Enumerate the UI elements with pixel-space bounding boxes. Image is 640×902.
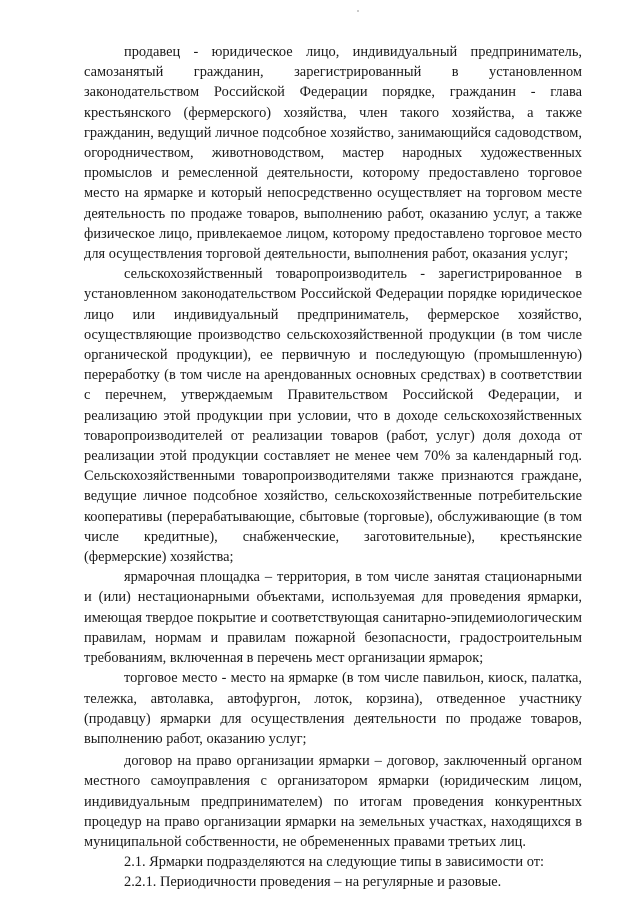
scan-speck bbox=[357, 10, 359, 12]
definition-fair-contract: договор на право организации ярмарки – договор, заключенный органом местного самоуправления с организатором ярмарки (юридическим лицом, индивидуальным предпринимателем) по итогам проведения конкурентных процедур на право организации ярмарки на земельных участках, находящихся в муниципальной собственности, не обремененных правами третьих лиц. bbox=[84, 753, 582, 850]
definition-seller: продавец - юридическое лицо, индивидуальный предприниматель, самозанятый гражданин, зарегистрированный в установленном законодательством Российской Федерации порядке, гражданин - глава крестьянского (фермерского) хозяйства, член такого хозяйства, а также гражданин, ведущий личное подсобное хозяйство, занимающийся садоводством, огородничеством, животноводством, мастер народных художественных промыслов и ремесленной деятельности, которому предоставлено торговое место на ярмарке и который непосредственно осуществляет на торговом месте деятельность по продаже товаров, выполнению работ, оказанию услуг, а также физическое лицо, привлекаемое лицом, которому предоставлено торговое место для осуществления торговой деятельности, выполнения работ, оказания услуг; bbox=[84, 44, 582, 263]
definition-agricultural-producer: сельскохозяйственный товаропроизводитель - зарегистрированное в установленном законодательством Российской Федерации порядке юридическое лицо или индивидуальный предприниматель, фермерское хозяйство, осуществляющие производство сельскохозяйственной продукции (в том числе органической продукции), ее первичную и последующую (промышленную) переработку (в том числе на арендованных основных средствах) в соответствии с перечнем, утверждаемым Правительством Российской Федерации, и реализацию этой продукции при условии, что в доходе сельскохозяйственных товаропроизводителей от реализации товаров (работ, услуг) доля дохода от реализации этой продукции составляет не менее чем 70% за календарный год. Сельскохозяйственными товаропроизводителями также признаются граждане, ведущие личное подсобное хозяйство, сельскохозяйственные потребительские кооперативы (перерабатывающие, сбытовые (торговые), обслуживающие (в том числе кредитные), снабженческие, заготовительные), крестьянские (фермерские) хозяйства; bbox=[84, 266, 582, 566]
section-2-1: 2.1. Ярмарки подразделяются на следующие типы в зависимости от: bbox=[124, 854, 545, 871]
definition-trading-place: торговое место - место на ярмарке (в том числе павильон, киоск, палатка, тележка, автолавка, автофургон, лоток, корзина), отведенное участнику (продавцу) ярмарки для осуществления деятельности по продаже товаров, выполнению работ, оказанию услуг; bbox=[84, 670, 582, 747]
section-2-2-1: 2.2.1. Периодичности проведения – на регулярные и разовые. bbox=[124, 874, 502, 891]
definition-fair-ground: ярмарочная площадка – территория, в том числе занятая стационарными и (или) нестационарными объектами, используемая для проведения ярмарки, имеющая твердое покрытие и соответствующая санитарно-эпидемиологическим правилам, нормам и правилам пожарной безопасности, градостроительным требованиям, включенная в перечень мест организации ярмарок; bbox=[84, 569, 582, 667]
